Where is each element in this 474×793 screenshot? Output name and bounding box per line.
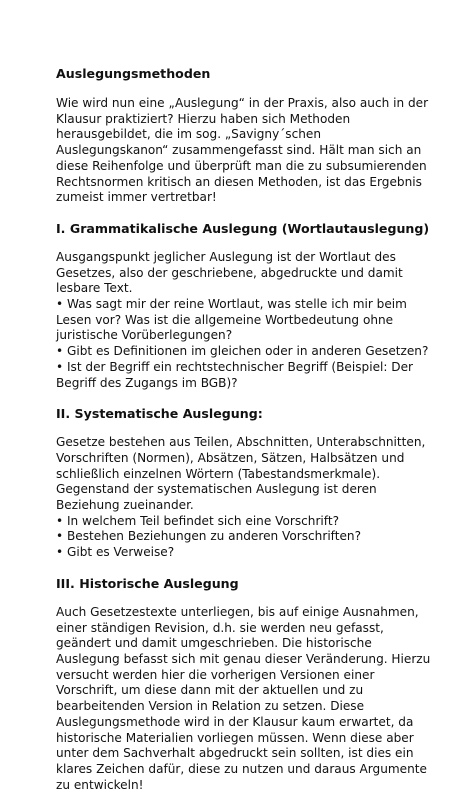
list-item: • In welchem Teil befindet sich eine Vorschrift? [56,513,339,528]
section-heading-historical: III. Historische Auslegung [56,575,239,591]
document-title: Auslegungsmethoden [56,66,211,81]
section-text-systematic: Gesetze bestehen aus Teilen, Abschnitten, Unterabschnitten, Vorschriften (Normen), Absätzen, Sätzen, Halbsätzen und schließlich einzelnen Wörtern (Tabestandsmerkmale). Gegenstand der systematischen Auslegung ist deren Beziehung zueinander. [56,435,426,513]
list-item: • Ist der Begriff ein rechtstechnischer Begriff (Beispiel: Der Begriff des Zugangs im BGB)? [56,359,414,390]
intro-paragraph: Wie wird nun eine „Auslegung“ in der Praxis, also auch in der Klausur praktiziert? Hierzu haben sich Methoden herausgebildet, die im sog. „Savigny´schen Auslegungskanon“ zusammengefasst sind. Hält man sich an diese Reihenfolge und überprüft man die zu subsumierenden Rechtsnormen kritisch an diesen Methoden, ist das Ergebnis zumeist immer vertretbar! [56,96,429,205]
list-item: • Was sagt mir der reine Wortlaut, was stelle ich mir beim Lesen vor? Was ist die allgemeine Wortbedeutung ohne juristische Vorüberlegungen? [56,297,407,343]
section-text-historical: Auch Gesetzestexte unterliegen, bis auf einige Ausnahmen, einer ständigen Revision, d.h. sie werden neu gefasst, geändert und damit umgeschrieben. Die historische Auslegung befasst sich mit genau dieser Veränderung. Hierzu versucht werden hier die vorherigen Versionen einer Vorschrift, um diese dann mit der aktuellen und zu bearbeitenden Version in Relation zu setzen. Diese Auslegungsmethode wird in der Klausur kaum erwartet, da historische Materialien vorliegen müssen. Wenn diese aber unter dem Sachverhalt abgedruckt sein sollten, ist dies ein klares Zeichen dafür, diese zu nutzen und daraus Argumente zu entwickeln! [56,604,431,792]
section-heading-grammatical: I. Grammatikalische Auslegung (Wortlautauslegung) [56,220,430,236]
bullet-list-grammatical [56,297,434,391]
bullet-list-systematic [56,514,434,561]
list-item: • Gibt es Verweise? [56,545,175,560]
list-item: • Gibt es Definitionen im gleichen oder in anderen Gesetzen? [56,344,429,359]
section-heading-systematic: II. Systematische Auslegung: [56,406,263,422]
section-text-grammatical: Ausgangspunkt jeglicher Auslegung ist der Wortlaut des Gesetzes, also der geschriebene, abgedruckte und damit lesbare Text. [56,249,403,296]
list-item: • Bestehen Beziehungen zu anderen Vorschriften? [56,529,361,544]
